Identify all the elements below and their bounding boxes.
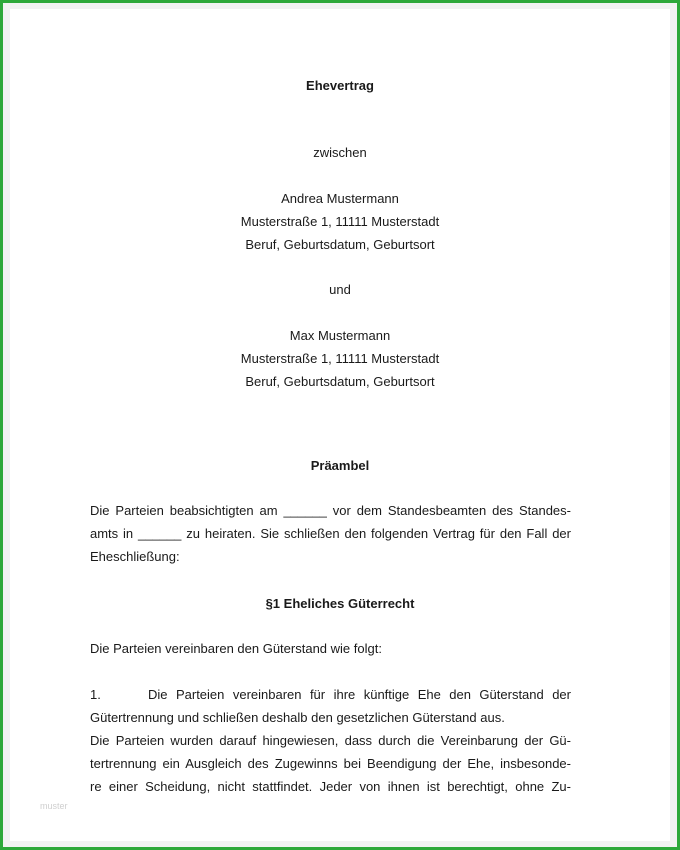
- preamble-paragraph: [90, 499, 571, 568]
- party2-name: Max Mustermann: [289, 328, 391, 343]
- item1-line: 1. Die Parteien vereinbaren für ihre künftige Ehe den Güterstand der: [90, 683, 571, 706]
- preamble-line: Eheschließung:: [90, 549, 180, 564]
- party1-name: Andrea Mustermann: [281, 191, 399, 206]
- party2-details: Beruf, Geburtsdatum, Geburtsort: [245, 374, 435, 389]
- watermark: muster: [40, 801, 68, 811]
- party1-details: Beruf, Geburtsdatum, Geburtsort: [245, 237, 435, 252]
- section1-intro: Die Parteien vereinbaren den Güterstand wie folgt:: [90, 641, 382, 656]
- document-page: [10, 9, 670, 841]
- section1-item-1: [90, 683, 571, 798]
- preamble-line: amts in ______ zu heiraten. Sie schließen den folgenden Vertrag für den Fall der: [90, 526, 571, 541]
- section1-heading: §1 Eheliches Güterrecht: [265, 596, 415, 611]
- party1-address: Musterstraße 1, 11111 Musterstadt: [240, 214, 440, 229]
- preamble-heading: Präambel: [310, 458, 370, 473]
- item1-line: Die Parteien wurden darauf hingewiesen, dass durch die Vereinbarung der Gü-: [90, 733, 571, 748]
- item1-line: re einer Scheidung, nicht stattfindet. Jeder von ihnen ist berechtigt, ohne Zu-: [90, 779, 571, 794]
- party2-address: Musterstraße 1, 11111 Musterstadt: [240, 351, 440, 366]
- and-label: und: [329, 282, 351, 297]
- item1-line: tertrennung ein Ausgleich des Zugewinns bei Beendigung der Ehe, insbesonde-: [90, 756, 571, 771]
- document-title: Ehevertrag: [306, 78, 374, 93]
- preamble-line: Die Parteien beabsichtigten am ______ vor dem Standesbeamten des Standes-: [90, 503, 571, 518]
- document-frame: [3, 3, 677, 847]
- between-label: zwischen: [313, 145, 367, 160]
- item1-line: Gütertrennung und schließen deshalb den gesetzlichen Güterstand aus.: [90, 710, 505, 725]
- item1-number: 1.: [90, 687, 101, 702]
